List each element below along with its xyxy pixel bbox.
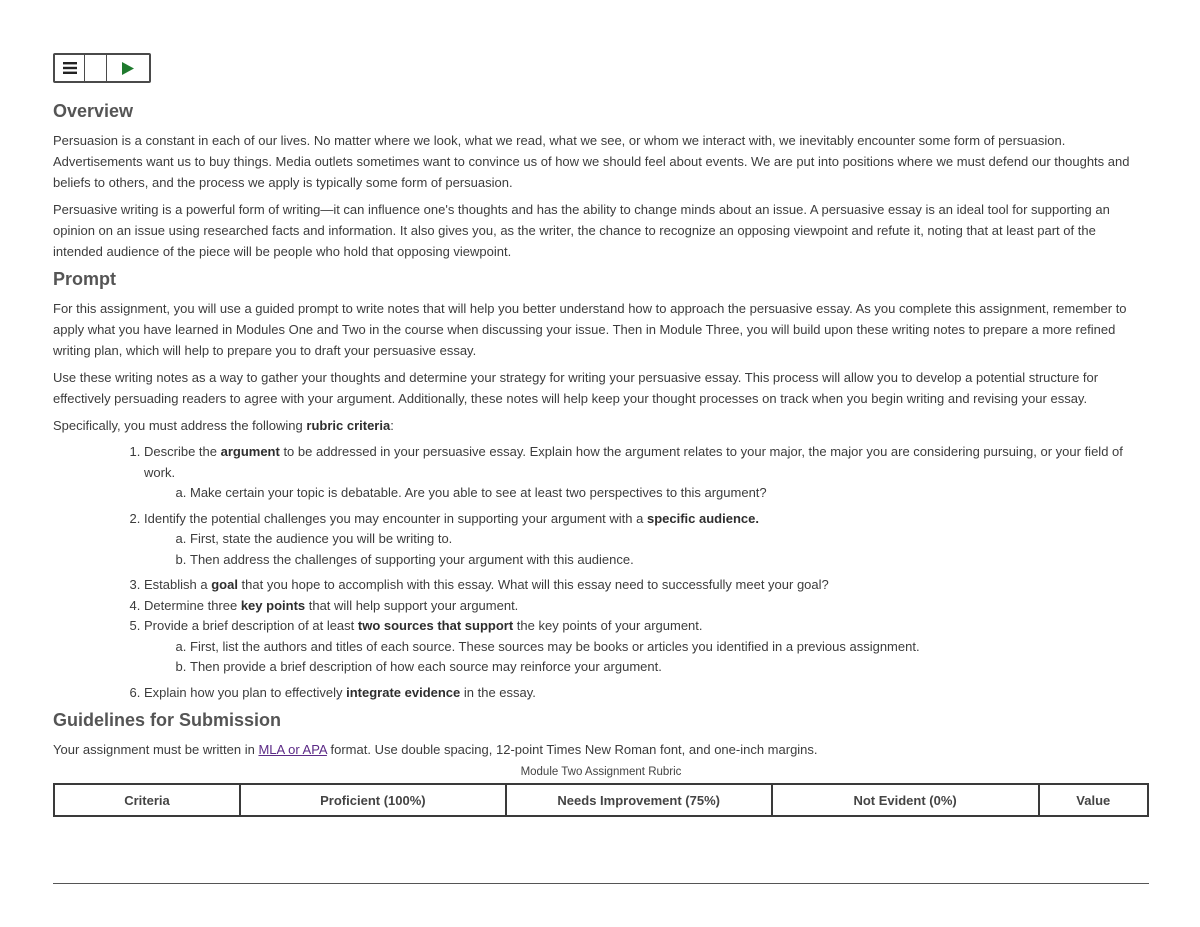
table-header-cell: Criteria xyxy=(54,784,240,816)
toolbar-spacer-button[interactable] xyxy=(85,55,107,81)
table-header-cell: Value xyxy=(1039,784,1148,816)
prompt-heading: Prompt xyxy=(53,269,116,289)
criteria-list xyxy=(53,442,1149,703)
sub-list xyxy=(144,529,1149,570)
mla-apa-link[interactable]: MLA or APA xyxy=(258,742,327,757)
hamburger-icon xyxy=(63,62,77,74)
overview-paragraph-2: Persuasive writing is a powerful form of writing—it can influence one's thoughts and has the ability to change minds about an issue. A persuasive essay is an ideal tool for supporting an opinion on an issue using researched facts and information. It also gives you, as the writer, the chance to recognize an opposing viewpoint and refute it, noting that at least part of the intended audience of the piece will be people who hold that opposing viewpoint. xyxy=(53,202,1110,259)
list-item: 6. Explain how you plan to effectively integrate evidence in the essay. xyxy=(144,683,1149,704)
sub-list-item: b. Then provide a brief description of how each source may reinforce your argument. xyxy=(190,657,1149,678)
overview-heading: Overview xyxy=(53,101,134,121)
table-header-cell: Needs Improvement (75%) xyxy=(506,784,772,816)
sub-list xyxy=(144,483,1149,504)
guidelines-heading: Guidelines for Submission xyxy=(53,710,282,730)
play-icon xyxy=(122,62,134,75)
list-item: 3. Establish a goal that you hope to accomplish with this essay. What will this essay need to successfully meet your goal? xyxy=(144,575,1149,596)
prompt-paragraph-1: For this assignment, you will use a guided prompt to write notes that will help you better understand how to approach the persuasive essay. As you complete this assignment, remember to apply what you have learned in Modules One and Two in the course when discussing your issue. Then in Module Three, you will build upon these writing notes to prepare a more refined writing plan, which will help to prepare you to draft your persuasive essay. xyxy=(53,301,1127,358)
overview-paragraph-1: Persuasion is a constant in each of our lives. No matter where we look, what we read, what we see, or whom we interact with, we inevitably encounter some form of persuasion. Advertisements want us to buy things. Media outlets sometimes want to convince us of how we should feel about events. We are put into positions where we must defend our thoughts and beliefs to others, and the process we apply is typically some form of persuasion. xyxy=(53,133,1130,190)
play-button[interactable] xyxy=(107,55,149,81)
prompt-paragraph-2: Use these writing notes as a way to gather your thoughts and determine your strategy for writing your persuasive essay. This process will allow you to develop a potential structure for effectively persuading readers to agree with your argument. Additionally, these notes will help keep your thought processes on track when you begin writing and revising your essay. xyxy=(53,370,1099,406)
table-header-cell: Proficient (100%) xyxy=(240,784,506,816)
menu-button[interactable] xyxy=(55,55,85,81)
rubric-table xyxy=(53,783,1149,817)
page-footer-divider xyxy=(53,883,1149,884)
list-item: 2. Identify the potential challenges you may encounter in supporting your argument with a specific audience. a. First, state the audience you will be writing to. b. Then address the challenges of supporting your argument with this audience. xyxy=(144,509,1149,571)
rubric-criteria-intro: Specifically, you must address the following rubric criteria: xyxy=(53,418,394,433)
list-item: 5. Provide a brief description of at least two sources that support the key points of your argument. a. First, list the authors and titles of each source. These sources may be books or articles you identified in a previous assignment. b. Then provide a brief description of how each source may reinforce your argument. xyxy=(144,616,1149,678)
sub-list-item: a. First, state the audience you will be writing to. xyxy=(190,529,1149,550)
sub-list xyxy=(144,637,1149,678)
sub-list-item: b. Then address the challenges of supporting your argument with this audience. xyxy=(190,550,1149,571)
document-toolbar xyxy=(53,53,151,83)
document-content xyxy=(53,100,1149,817)
guidelines-paragraph: Your assignment must be written in MLA or APA format. Use double spacing, 12-point Times New Roman font, and one-inch margins. xyxy=(53,742,818,757)
table-header-row xyxy=(54,784,1148,816)
sub-list-item: a. First, list the authors and titles of each source. These sources may be books or articles you identified in a previous assignment. xyxy=(190,637,1149,658)
table-header-cell: Not Evident (0%) xyxy=(772,784,1039,816)
list-item: 4. Determine three key points that will help support your argument. xyxy=(144,596,1149,617)
sub-list-item: a. Make certain your topic is debatable. Are you able to see at least two perspectives to this argument? xyxy=(190,483,1149,504)
list-item: 1. Describe the argument to be addressed in your persuasive essay. Explain how the argument relates to your major, the major you are considering pursuing, or your field of work. a. Make certain your topic is debatable. Are you able to see at least two perspectives to this argument? xyxy=(144,442,1149,504)
rubric-caption: Module Two Assignment Rubric xyxy=(520,766,682,778)
